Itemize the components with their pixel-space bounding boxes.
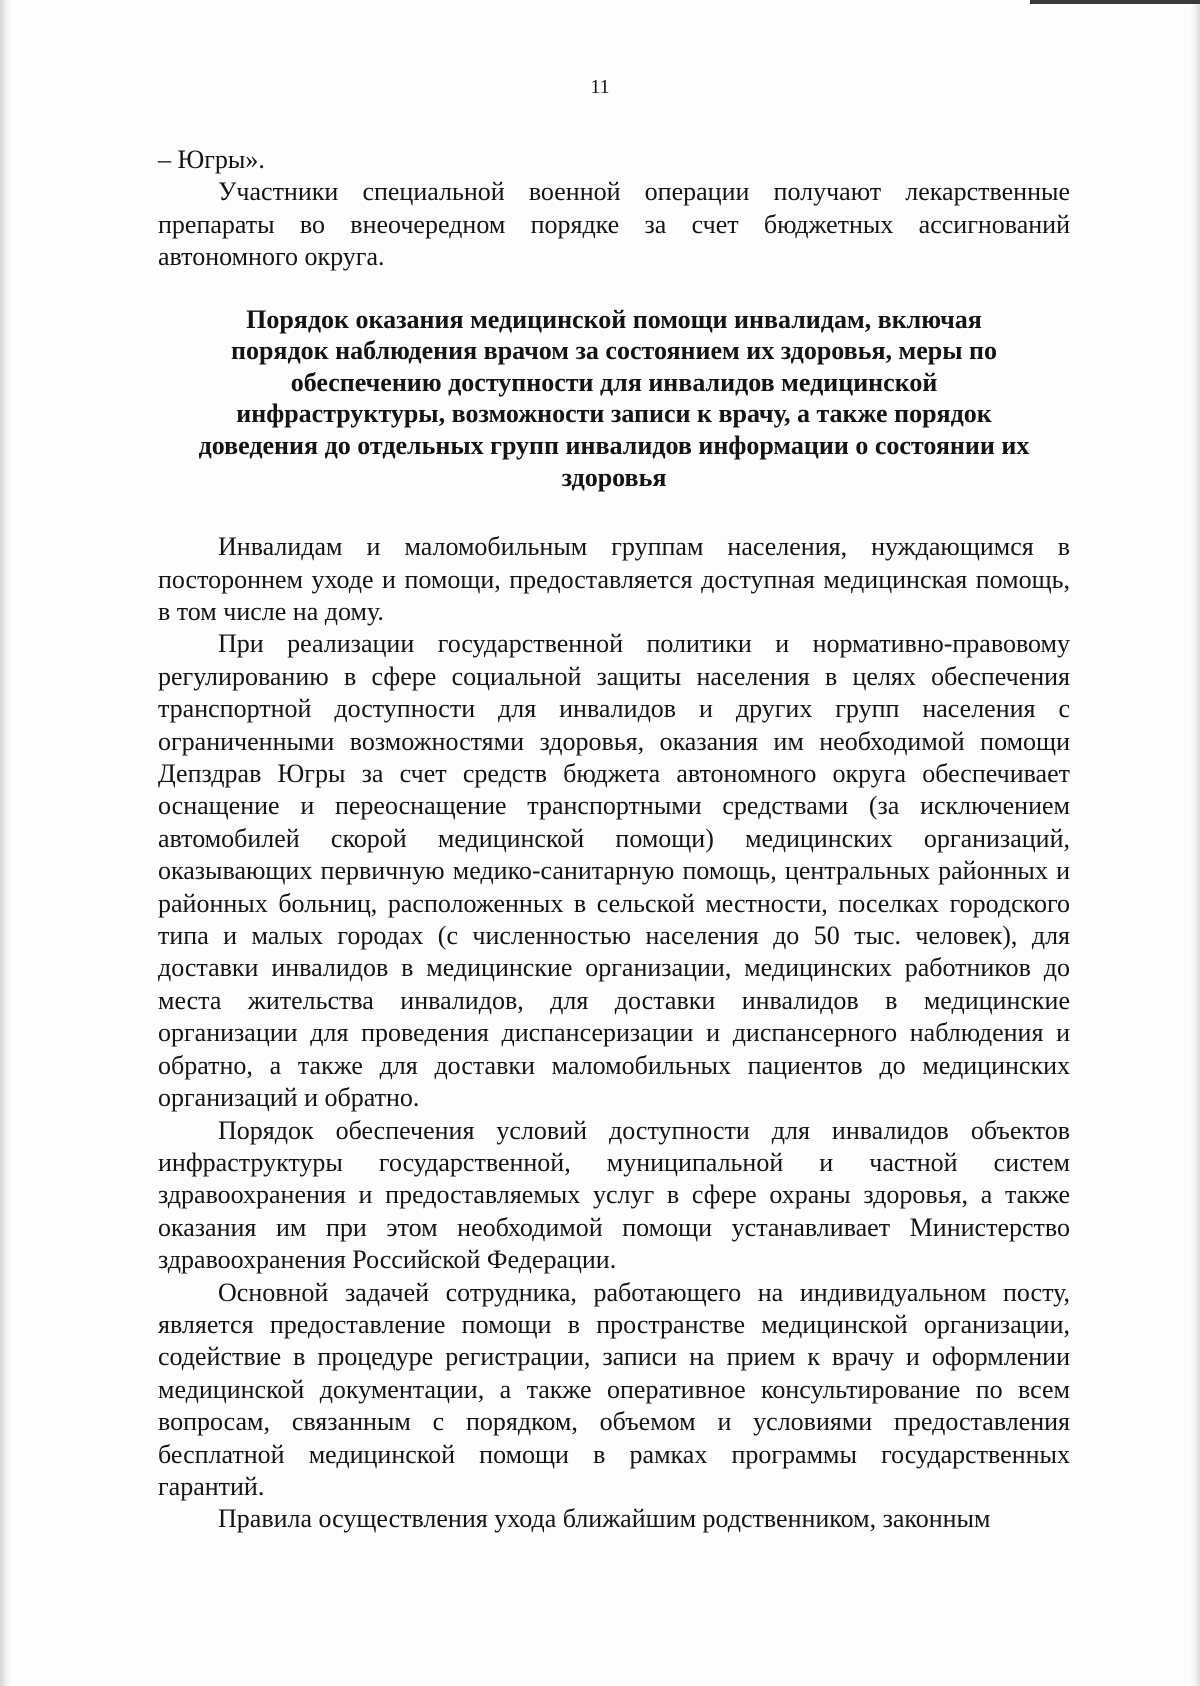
scan-top-edge bbox=[1030, 0, 1200, 4]
paragraph-care-rules: Правила осуществления ухода ближайшим родственником, законным bbox=[218, 1504, 991, 1534]
heading-line: здоровья bbox=[561, 462, 667, 492]
heading-line: порядок наблюдения врачом за состоянием их здоровья, меры по bbox=[230, 336, 997, 366]
heading-line: Порядок оказания медицинской помощи инвалидам, включая bbox=[246, 304, 982, 334]
page-number: 11 bbox=[590, 76, 610, 98]
scan-left-edge bbox=[0, 0, 12, 1686]
section-heading bbox=[158, 304, 1070, 494]
paragraph-home-care: Инвалидам и маломобильным группам населения, нуждающимся в постороннем уходе и помощи, предоставляется доступная медицинская помощь, в том числе на дому. bbox=[158, 532, 1070, 626]
paragraph-individual-post: Основной задачей сотрудника, работающего на индивидуальном посту, является предоставление помощи в пространстве медицинской организации, содействие в процедуре регистрации, записи на прием к врачу и оформлении медицинской документации, а также оперативное консультирование по всем вопросам, связанным с порядком, объемом и условиями предоставления бесплатной медицинской помощи в рамках программы государственных гарантий. bbox=[158, 1277, 1070, 1501]
scan-right-edge bbox=[1190, 0, 1200, 1686]
heading-line: инфраструктуры, возможности записи к врачу, а также порядок bbox=[236, 399, 992, 429]
paragraph-transport: При реализации государственной политики и нормативно-правовому регулированию в сфере социальной защиты населения в целях обеспечения транспортной доступности для инвалидов и других групп населения с ограниченными возможностями здоровья, оказания им необходимой помощи Депздрав Югры за счет средств бюджета автономного округа обеспечивает оснащение и переоснащение транспортными средствами (за исключением автомобилей скорой медицинской помощи) медицинских организаций, оказывающих первичную медико-санитарную помощь, центральных районных и районных больниц, расположенных в сельской местности, поселках городского типа и малых городах (с численностью населения до 50 тыс. человек), для доставки инвалидов в медицинские организации, медицинских работников до места жительства инвалидов, для доставки инвалидов в медицинские организации для проведения диспансеризации и диспансерного наблюдения и обратно, а также для доставки маломобильных пациентов до медицинских организаций и обратно. bbox=[158, 629, 1070, 1113]
paragraph-accessibility: Порядок обеспечения условий доступности для инвалидов объектов инфраструктуры государственной, муниципальной и частной систем здравоохранения и предоставляемых услуг в сфере охраны здоровья, а также оказания им при этом необходимой помощи устанавливает Министерство здравоохранения Российской Федерации. bbox=[158, 1115, 1070, 1275]
paragraph-continuation: – Югры». bbox=[158, 145, 265, 174]
paragraph-svo-participants: Участники специальной военной операции получают лекарственные препараты во внеочередном порядке за счет бюджетных ассигнований автономного округа. bbox=[158, 177, 1070, 272]
heading-line: обеспечению доступности для инвалидов медицинской bbox=[290, 367, 938, 397]
heading-line: доведения до отдельных групп инвалидов информации о состоянии их bbox=[198, 431, 1030, 460]
document-body bbox=[158, 144, 1070, 1536]
